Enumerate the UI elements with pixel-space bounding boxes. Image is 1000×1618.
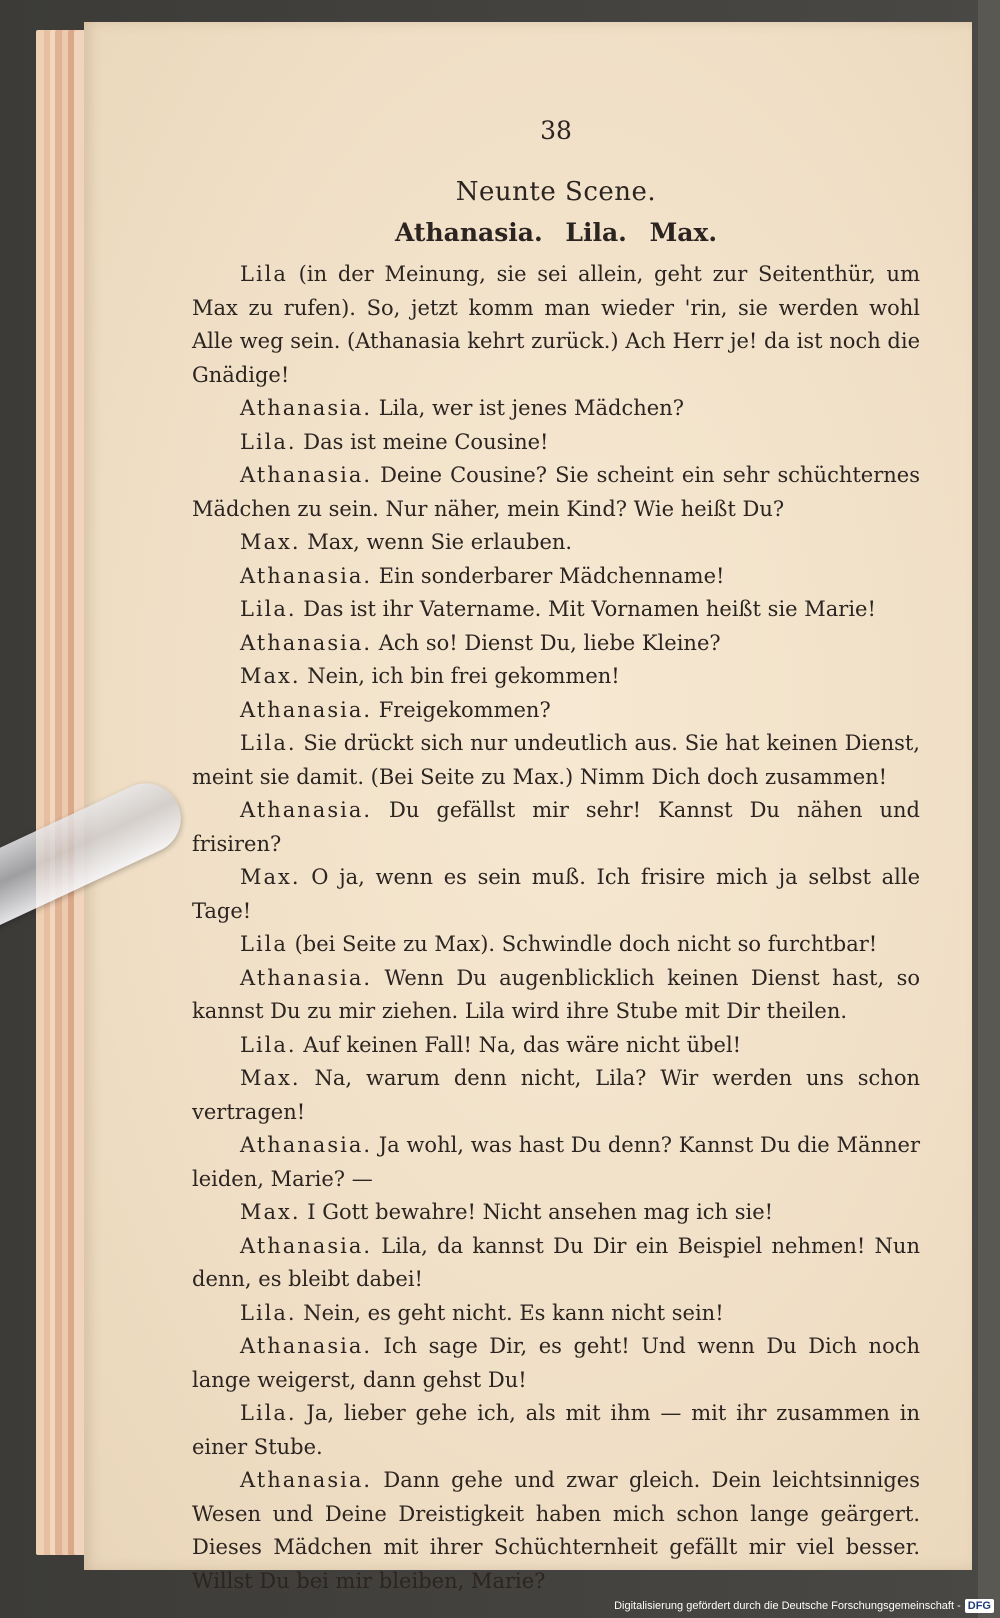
speech-text: Nein, es geht nicht. Es kann nicht sein! [296, 1300, 724, 1325]
dialogue [192, 258, 920, 1598]
speech-text: (in der Meinung, sie sei allein, geht zur Seitenthür, um Max zu rufen). So, jetzt komm man wieder 'rin, sie werden wohl Alle weg sein. (Athanasia kehrt zurück.) Ach Herr je! da ist noch die Gnädige! [192, 262, 920, 387]
speaker-name: Athanasia. [240, 798, 373, 822]
speaker-name: Lila [240, 932, 288, 956]
dialogue-line [192, 1397, 920, 1464]
dialogue-line [192, 1062, 920, 1129]
speaker-name: Athanasia. [240, 463, 373, 487]
dialogue-line [192, 694, 920, 728]
dialogue-line [192, 727, 920, 794]
speech-text: Dann gehe und zwar gleich. Dein leichtsinniges Wesen und Deine Dreistigkeit haben mich schon lange geärgert. Dieses Mädchen mit ihrer Schüchternheit gefällt mir viel besser. Willst Du bei mir bleiben, Marie? [192, 1468, 920, 1593]
dialogue-line [192, 794, 920, 861]
speech-text: Du gefällst mir sehr! Kannst Du nähen und frisiren? [192, 798, 920, 856]
dialogue-line [192, 962, 920, 1029]
speech-text: Das ist ihr Vatername. Mit Vornamen heißt sie Marie! [296, 597, 876, 621]
speaker-name: Athanasia. [240, 630, 373, 655]
dfg-logo: DFG [965, 1599, 994, 1613]
speech-text: (bei Seite zu Max). Schwindle doch nicht so furchtbar! [287, 932, 878, 956]
dialogue-line [192, 660, 920, 694]
speech-text: O ja, wenn es sein muß. Ich frisire mich ja selbst alle Tage! [192, 865, 920, 923]
speech-text: Lila, da kannst Du Dir ein Beispiel nehmen! Nun denn, es bleibt dabei! [192, 1233, 920, 1291]
dialogue-line [192, 258, 920, 392]
speaker-name: Athanasia. [240, 1233, 373, 1258]
speaker-name: Lila [240, 262, 288, 286]
dialogue-line [192, 627, 920, 661]
speaker-name: Athanasia. [240, 697, 373, 722]
speaker-name: Max. [240, 865, 301, 889]
dialogue-line [192, 560, 920, 594]
speaker-name: Lila. [240, 597, 297, 621]
speech-text: Ein sonderbarer Mädchenname! [372, 563, 725, 588]
speaker-name: Athanasia. [240, 965, 373, 990]
speaker-name: Athanasia. [240, 396, 373, 420]
speaker-name: Max. [240, 530, 301, 554]
dialogue-line [192, 426, 920, 460]
speaker-name: Athanasia. [240, 1334, 373, 1358]
speaker-name: Athanasia. [240, 1468, 373, 1492]
scene-title: Neunte Scene. [455, 177, 657, 207]
speech-text: Wenn Du augenblicklich keinen Dienst hast, so kannst Du zu mir ziehen. Lila wird ihre Stube mit Dir theilen. [192, 965, 920, 1023]
speech-text: I Gott bewahre! Nicht ansehen mag ich sie! [300, 1200, 774, 1224]
book-page [84, 22, 972, 1593]
speaker-name: Lila. [240, 1300, 297, 1325]
footer-credit: Digitalisierung gefördert durch die Deutsche Forschungsgemeinschaft - [614, 1599, 961, 1612]
dialogue-line [192, 1129, 920, 1196]
speech-text: Ach so! Dienst Du, liebe Kleine? [372, 630, 721, 655]
speaker-name: Max. [240, 1200, 301, 1224]
speech-text: Ja, lieber gehe ich, als mit ihm — mit ihr zusammen in einer Stube. [192, 1401, 920, 1459]
dialogue-line [192, 1464, 920, 1598]
digitization-footer [602, 1593, 1000, 1618]
speech-text: Ja wohl, was hast Du denn? Kannst Du die Männer leiden, Marie? — [192, 1133, 920, 1191]
dialogue-line [192, 928, 920, 962]
speech-text: Lila, wer ist jenes Mädchen? [372, 396, 684, 420]
speaker-name: Athanasia. [240, 563, 373, 588]
speech-text: Auf keinen Fall! Na, das wäre nicht übel! [296, 1032, 742, 1057]
speaker-name: Lila. [240, 1032, 297, 1057]
dialogue-line [192, 1230, 920, 1297]
dialogue-line [192, 861, 920, 928]
speech-text: Freigekommen? [372, 697, 551, 722]
speaker-name: Max. [240, 664, 301, 688]
dialogue-line [192, 459, 920, 526]
speaker-name: Max. [240, 1066, 301, 1090]
speaker-name: Lila. [240, 429, 297, 454]
speech-text: Sie drückt sich nur undeutlich aus. Sie hat keinen Dienst, meint sie damit. (Bei Seite zu Max.) Nimm Dich doch zusammen! [192, 731, 920, 789]
speech-text: Max, wenn Sie erlauben. [300, 530, 573, 554]
speaker-name: Lila. [240, 1401, 297, 1425]
speaker-name: Lila. [240, 731, 297, 755]
dialogue-line [192, 1330, 920, 1397]
scene-characters: Athanasia. Lila. Max. [394, 218, 718, 247]
speech-text: Das ist meine Cousine! [296, 429, 549, 454]
dialogue-line [192, 1196, 920, 1230]
dialogue-line [192, 392, 920, 426]
dialogue-line [192, 1297, 920, 1331]
speaker-name: Athanasia. [240, 1133, 373, 1157]
dialogue-line [192, 1029, 920, 1063]
speech-text: Nein, ich bin frei gekommen! [300, 664, 620, 688]
speech-text: Na, warum denn nicht, Lila? Wir werden uns schon vertragen! [192, 1066, 920, 1124]
speech-text: Ich sage Dir, es geht! Und wenn Du Dich noch lange weigerst, dann gehst Du! [192, 1334, 920, 1392]
page-number: 38 [540, 116, 572, 145]
speech-text: Deine Cousine? Sie scheint ein sehr schüchternes Mädchen zu sein. Nur näher, mein Kind? Wie heißt Du? [192, 463, 920, 521]
dialogue-line [192, 526, 920, 560]
dialogue-line [192, 593, 920, 627]
scan-right-margin [978, 0, 1000, 1618]
